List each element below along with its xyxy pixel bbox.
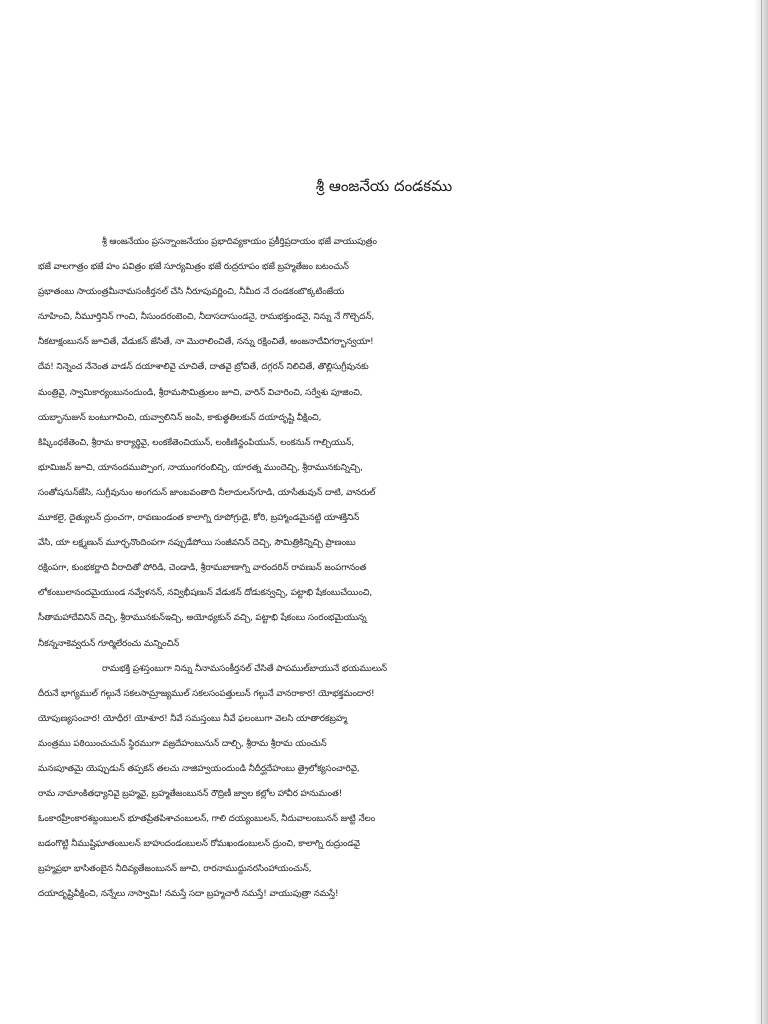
text-line: మనఃపూతమై యెప్పుడున్ తప్పకన్ తలచు నాజిహ్వయందుండి నీదీర్ఘదేహంబు త్రైలోక్యసంచారివై, (38, 763, 360, 774)
text-line: దేవ! నిన్నెంచ నేనెంత వాడన్ దయాశాలివై చూచితే, దాతవై బ్రోచితే, దగ్గరన్ నిలిచితే, తొల్లిసుగ్రీవునకు (38, 362, 369, 373)
text-line: భూమిజన్ జూచి, యానందముప్పొంగ, నాయుంగరంబిచ్చి, యారత్న ముందెచ్చి, శ్రీరామునకున్నిచ్చి, (38, 462, 363, 473)
text-line: భజే వాలగాత్రం భజే హం పవిత్రం భజే సూర్యమిత్రం భజే రుద్రరూపం భజే బ్రహ్మతేజం బటంచున్ (38, 262, 349, 273)
text-line: యబ్భానుజున్ బంటుగావించి, యవ్వాలినిన్ జంపి, కాకుత్థతిలకున్ దయాదృష్టి వీక్షించి, (38, 412, 322, 423)
document-title: శ్రీ ఆంజనేయ దండకము (315, 177, 453, 195)
text-line: సీతామహాదేవినిన్ దెచ్చి, శ్రీరామునకున్ఇచ్చి, అయోధ్యకున్ వచ్చి, పట్టాభి షేకంబు సంరంభమైయున్న (38, 613, 367, 624)
text-line: రామభక్తి ప్రశస్తంబుగా నిన్ను నీనామసంకీర్తనల్ చేసితే పాపముల్‌బాయునే భయములున్ (102, 663, 387, 674)
text-line: దీరునే భాగ్యముల్ గల్గునే సకలసామ్రాజ్యముల్ సకలసంపత్తులున్ గల్గునే వానరాకార! యోభక్తమందార! (38, 688, 375, 699)
text-line: మంత్రము పఠియించుచున్ స్థిరముగా వజ్రదేహంబునున్ దాల్చి, శ్రీరామ శ్రీరామ యంచున్ (38, 738, 327, 749)
text-line: నీకన్ననాకెవ్వరున్ గూర్మిలేరంచు మన్నించిన్ (38, 638, 180, 649)
paragraph (38, 230, 768, 657)
text-line: మూకలై, దైత్యులన్ ద్రుంచగా, రావణుండంత కాలాగ్ని రూపోగ్రుడై, కోరి, బ్రహ్మాండమైనట్టి యాశక్తినిన్ (38, 513, 360, 524)
text-line: లోకంబులానందమైయుండ నవ్వేళనన్, నవ్విభీషణున్ వేడుకన్ దోడుకన్వచ్చి, పట్టాభి షేకంబుచేయించి, (38, 588, 373, 599)
text-line: మంత్రివై, స్వామికార్యంబునందుండి, శ్రీరామసౌమిత్రులం జూచి, వారిన్ విచారించి, సర్వేశు పూజించి, (38, 387, 363, 398)
text-line: బ్రహ్మప్రభా భాసితంబైన నీదివ్యతేజంబునన్ జూచి, రారనాముద్దునరసింహాయంచున్, (38, 864, 312, 875)
text-line: సంతోషనున్‌జేసి, సుగ్రీవునుం అంగదున్ జాంబవంతాది నీలాదులన్‌గూడి, యాసేతువున్ దాటి, వానరుల్ (38, 487, 376, 498)
text-line: దయాదృష్టివీక్షించి, నన్నేలు నాస్వామి! నమస్తే సదా బ్రహ్మచారీ నమస్తే! వాయుపుత్రా నమస్తే! (38, 889, 339, 900)
text-line: వేసి, యా లక్ష్మణున్ మూర్ఛనొందింపగా నప్పుడేపోయి సంజీవనిన్ దెచ్చి, సౌమిత్రికిన్నిచ్చి ప్రాణంబు (38, 538, 356, 549)
text-line: నీకటాక్షంబునన్ జూచితే, వేడుకన్ జేసితే, నా మొరాలించితే, నన్ను రక్షించితే, అంజనాదేవిగర్భాన్వయా! (38, 337, 374, 348)
text-line: రామ నామాంకితధ్యానివై బ్రహ్మవై, బ్రహ్మతేజంబునన్ రౌద్రిణీ జ్వాల కల్లోల హావీర హనుమంత! (38, 789, 343, 800)
text-line: యోపుణ్యసంచార! యోధీర! యోశూర! నీవే సమస్తంబు నీవే ఫలంబుగా వెలసి యాతారకబ్రహ్మ (38, 713, 348, 724)
text-line: కిష్కింధకేతెంచి, శ్రీరామ కార్యార్థివై, లంకకేతెంచియున్, లంకిణిన్జంపియున్, లంకనున్ గాల్చియున్, (38, 437, 355, 448)
text-line: ప్రభాతంబు సాయంత్రమీనామసంకీర్తనల్ చేసి నీరూపువర్ణించి, నీమీద నే దండకంబొక్కటింజేయ (38, 287, 345, 298)
text-line: రక్షింపగా, కుంభకర్ణాది వీరాదితో పోరిడి, చెండాడి, శ్రీరామబాణాగ్ని వారందరిన్ రావణున్ జంపగానంత (38, 563, 367, 574)
text-line: బడంగొట్టి నీముష్టిఘాతంబులన్ బాహుదండంబులన్ రోమఖండంబులన్ ద్రుంచి, కాలాగ్ని రుద్రుండవై (38, 839, 360, 850)
text-line: ఓంకారహ్రీంకారశబ్దంబులన్ భూతప్రేతపిశాచంబులన్, గాలి దయ్యంబులన్, నీదువాలంబునన్ జుట్టి నేలం (38, 814, 376, 825)
document-body (38, 230, 768, 908)
text-line: శ్రీ ఆంజనేయం ప్రసన్నాంజనేయం ప్రభాదివ్యకాయం ప్రకీర్తిప్రదాయం భజే వాయుపుత్రం (102, 237, 377, 247)
paragraph (38, 657, 768, 908)
text-line: నూహించి, నీమూర్తినిన్ గాంచి, నీసుందరంబెంచి, నీదాసదాసుండనై, రామభక్తుండనై, నిన్ను నే గొల్చెదన్, (38, 312, 375, 323)
